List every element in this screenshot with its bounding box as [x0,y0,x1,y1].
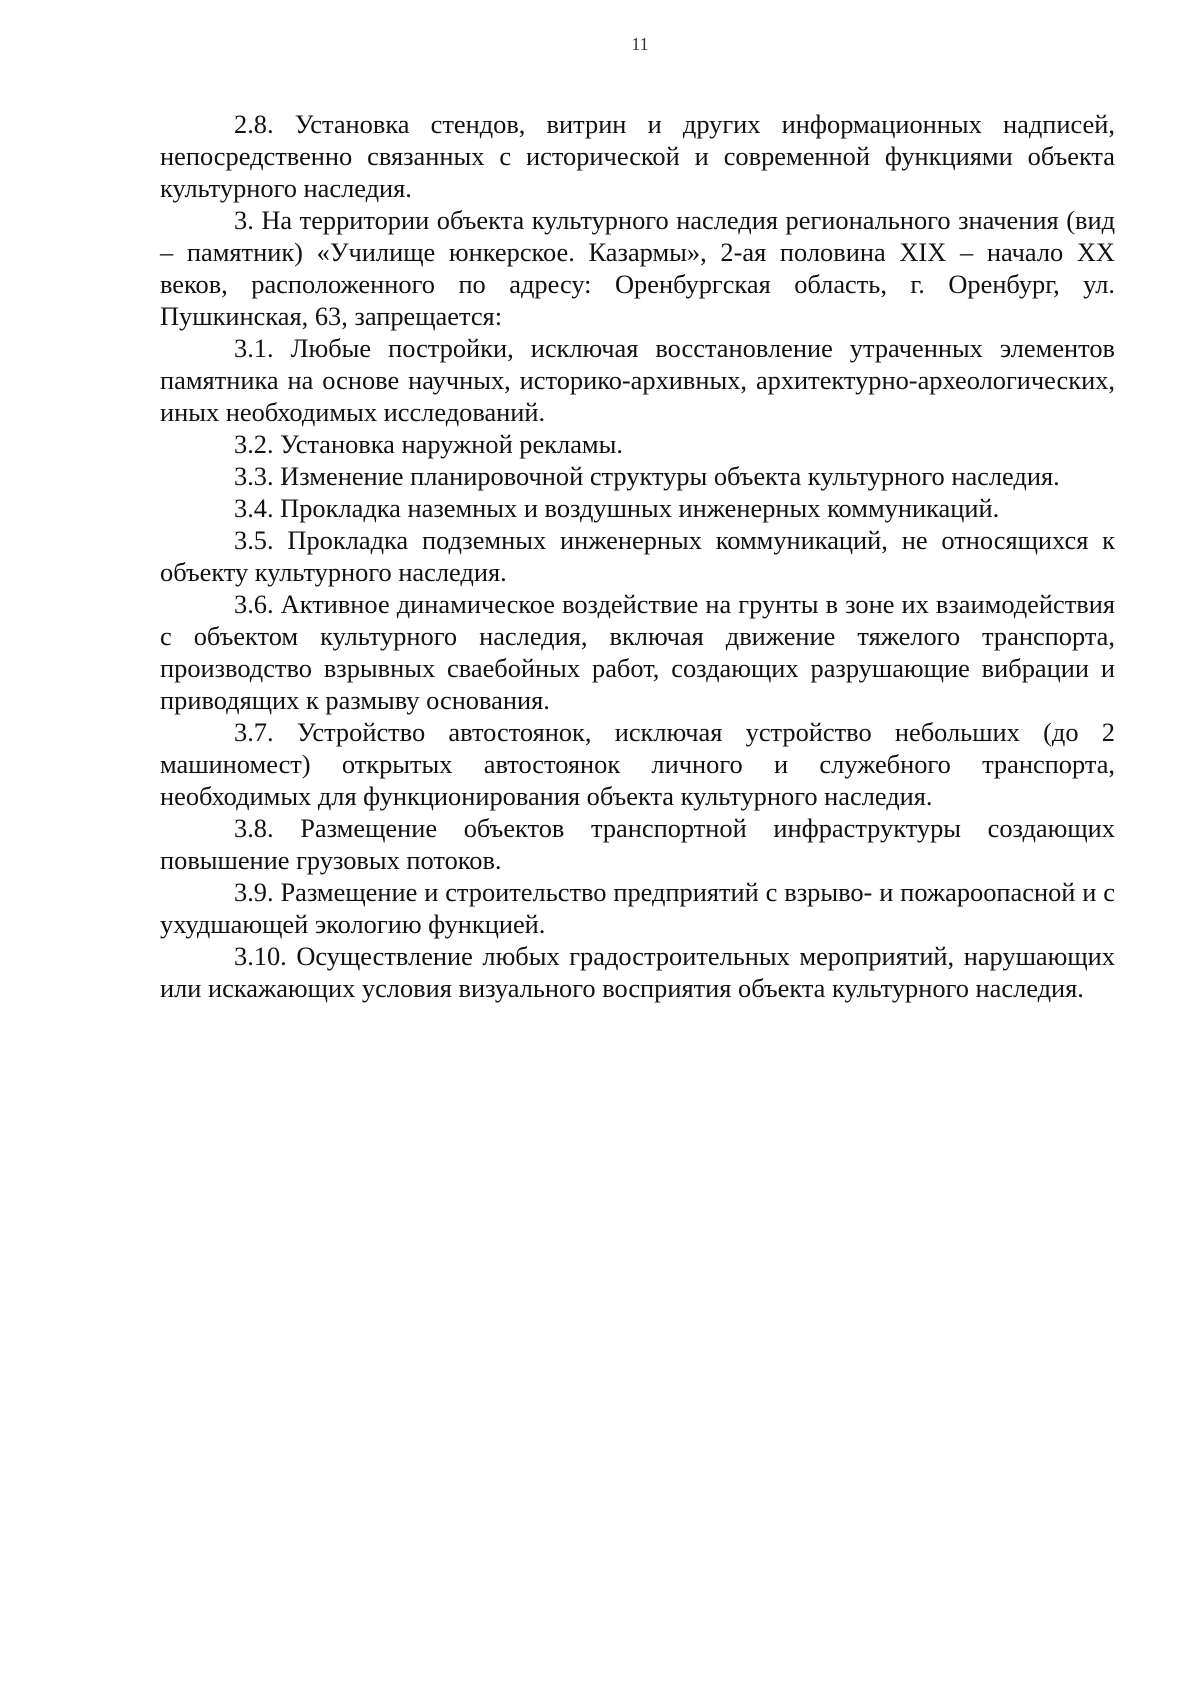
paragraph-3-6: 3.6. Активное динамическое воздействие на грунты в зоне их взаимодействия с объектом культурного наследия, включая движение тяжелого транспорта, производство взрывных сваебойных работ, создающих разрушающие вибрации и приводящих к размыву основания. [160,589,1115,715]
paragraph-3-3: 3.3. Изменение планировочной структуры объекта культурного наследия. [234,461,1060,491]
paragraph-2-8: 2.8. Установка стендов, витрин и других информационных надписей, непосредственно связанных с исторической и современной функциями объекта культурного наследия. [160,109,1115,203]
paragraph-3-4: 3.4. Прокладка наземных и воздушных инженерных коммуникаций. [234,493,1000,523]
paragraph-3-9: 3.9. Размещение и строительство предприятий с взрыво- и пожароопасной и с ухудшающей экологию функцией. [160,877,1115,939]
paragraph-3-1: 3.1. Любые постройки, исключая восстановление утраченных элементов памятника на основе научных, историко-архивных, архитектурно-археологических, иных необходимых исследований. [160,333,1115,427]
paragraph-3-5: 3.5. Прокладка подземных инженерных коммуникаций, не относящихся к объекту культурного наследия. [160,525,1115,587]
paragraph-3-8: 3.8. Размещение объектов транспортной инфраструктуры создающих повышение грузовых потоков. [160,813,1115,875]
paragraph-3-7: 3.7. Устройство автостоянок, исключая устройство небольших (до 2 машиномест) открытых автостоянок личного и служебного транспорта, необходимых для функционирования объекта культурного наследия. [160,717,1115,811]
paragraph-3: 3. На территории объекта культурного наследия регионального значения (вид – памятник) «Училище юнкерское. Казармы», 2-ая половина XIX – начало XX веков, расположенного по адресу: Оренбургская область, г. Оренбург, ул. Пушкинская, 63, запрещается: [160,205,1115,331]
document-body [160,108,1115,1004]
page-number: 11 [631,34,649,54]
paragraph-3-10: 3.10. Осуществление любых градостроительных мероприятий, нарушающих или искажающих условия визуального восприятия объекта культурного наследия. [160,941,1115,1003]
paragraph-3-2: 3.2. Установка наружной рекламы. [234,429,623,459]
